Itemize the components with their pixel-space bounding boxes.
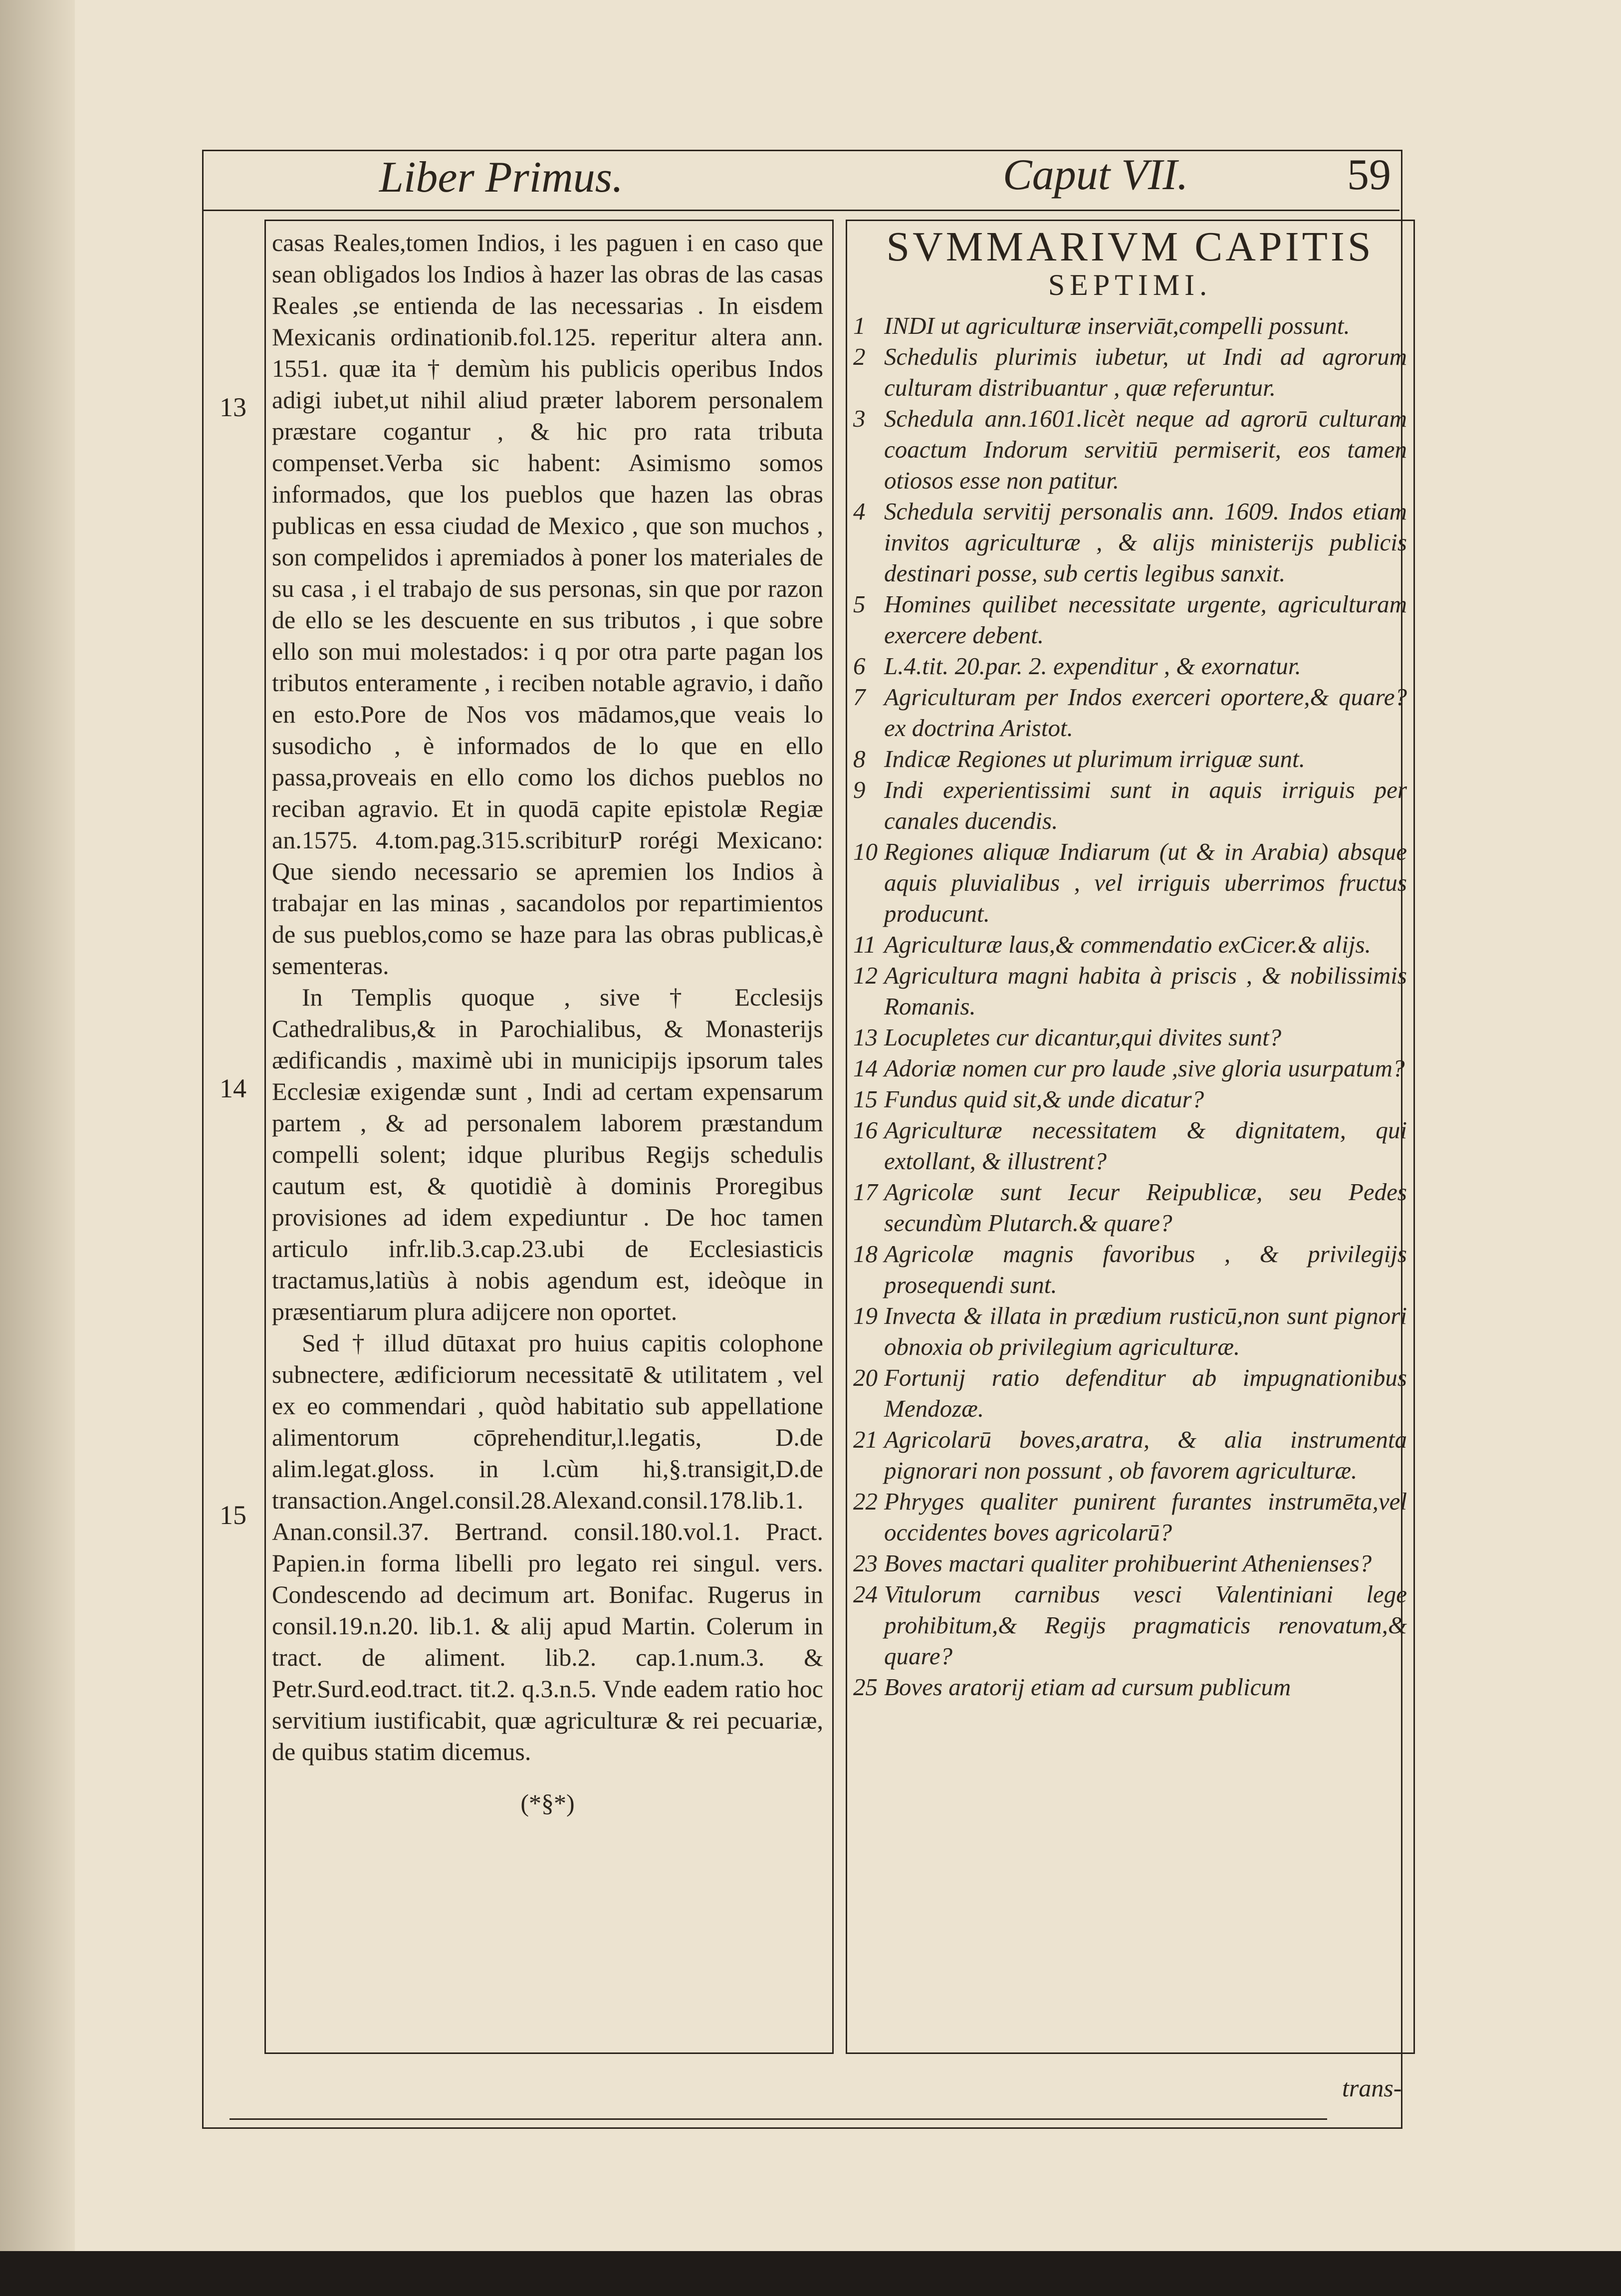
- summary-subtitle: SEPTIMI.: [1048, 268, 1212, 301]
- summary-item-number: 22: [853, 1488, 878, 1515]
- summary-item: [853, 960, 1407, 1022]
- page-number: 59: [1347, 151, 1391, 199]
- summary-item: [853, 341, 1407, 403]
- summary-item-number: 1: [853, 312, 866, 339]
- summary-item-text: Agricolarū boves,aratra, & alia instrumenta pignorari non possunt , ob favorem agriculturæ.: [884, 1426, 1407, 1484]
- summary-item-text: Boves mactari qualiter prohibuerint Athenienses?: [884, 1549, 1372, 1577]
- summary-item-number: 11: [853, 931, 876, 958]
- summary-item-number: 13: [853, 1023, 878, 1051]
- summary-item-text: L.4.tit. 20.par. 2. expenditur , & exornatur.: [884, 652, 1301, 680]
- paragraph: In Templis quoque , sive † Ecclesijs Cathedralibus,& in Parochialibus, & Monasterijs ædificandis , maximè ubi in municipijs ipsorum tales Ecclesiæ exigendæ sunt , Indi ad certam expensarum partem , & ad personalem laborem præstandum compelli solent; idque pluribus Regijs schedulis cautum est, & quotidiè à dominis Proregibus provisiones ad idem expediuntur . De hoc tamen articulo infr.lib.3.cap.23.ubi de Ecclesiasticis tractamus,latiùs à nobis agendum est, ideòque in præsentiarum plura adijcere non oportet.: [272, 983, 823, 1325]
- summary-item: [853, 496, 1407, 589]
- summary-item: [853, 774, 1407, 836]
- summary-item-number: 12: [853, 962, 878, 989]
- summary-item-text: Vitulorum carnibus vesci Valentiniani lege prohibitum,& Regijs pragmaticis renovatum,& quare?: [884, 1580, 1407, 1670]
- summary-item: [853, 1022, 1407, 1053]
- margin-number: 15: [220, 1500, 246, 1530]
- margin-number: 14: [220, 1073, 246, 1103]
- summary-item: [853, 1424, 1407, 1486]
- margin-number: 13: [220, 392, 246, 422]
- summary-item-text: Schedula ann.1601.licèt neque ad agrorū culturam coactum Indorum servitiū permiserit, eos tamen otiosos esse non patitur.: [884, 405, 1407, 494]
- paragraph: Sed † illud dūtaxat pro huius capitis colophone subnectere, ædificiorum necessitatē & utilitatem , vel ex eo commendari , quòd habitatio sub appellatione alimentorum cōprehenditur,l.legatis, D.de alim.legat.gloss. in l.cùm hi,§.transigit,D.de transaction.Angel.consil.28.Alexand.consil.178.lib.1. Anan.consil.37. Bertrand. consil.180.vol.1. Pract. Papien.in forma libelli pro legato rei singul. vers. Condescendo ad decimum art. Bonifac. Rugerus in consil.19.n.20. lib.1. & alij apud Martin. Colerum in tract. de aliment. lib.2. cap.1.num.3. & Petr.Surd.eod.tract. tit.2. q.3.n.5. Vnde eadem ratio hoc servitium iustificabit, quæ agriculturæ & rei pecuariæ, de quibus statim dicemus.: [272, 1329, 823, 1766]
- summary-item-text: Indi experientissimi sunt in aquis irriguis per canales ducendis.: [884, 776, 1407, 834]
- summary-item-text: Regiones aliquæ Indiarum (ut & in Arabia) absque aquis pluvialibus , vel irriguis uberrimos fructus producunt.: [884, 838, 1407, 927]
- summary-item-number: 4: [853, 498, 866, 525]
- summary-item-text: Schedulis plurimis iubetur, ut Indi ad agrorum culturam distribuantur , quæ referuntur.: [884, 343, 1407, 401]
- summary-item: [853, 929, 1407, 960]
- paragraph: casas Reales,tomen Indios, i les paguen i en caso que sean obligados los Indios à hazer las obras de las casas Reales ,se entienda de las necessarias . In eisdem Mexicanis ordinationib.fol.125. reperitur altera ann. 1551. quæ ita † demùm his publicis operibus Indos adigi iubet,ut nihil aliud præter laborem personalem præstare cogantur , & hic pro rata tributa compenset.Verba sic habent: Asimismo somos informados, que los pueblos que hazen las obras publicas en essa ciudad de Mexico , que son muchos , son compelidos i apremiados à poner los materiales de su casa , i el trabajo de sus personas, sin que por razon de ello se les descuente en sus tributos , i que sobre ello son mui molestados: i q por otra parte pagan los tributos enteramente , i reciben notable agravio, i daño en esto.Pore de Nos vos mādamos,que veais lo susodicho , è informados de lo que en ello passa,proveais en ello como los dichos pueblos no reciban agravio. Et in quodā capite epistolæ Regiæ an.1575. 4.tom.pag.315.scribiturP rorégi Mexicano: Que siendo necessario se apremien los Indios à trabajar en las minas , sacandolos por repartimientos de sus pueblos,como se haze para las obras publicas,è sementeras.: [272, 229, 823, 980]
- summary-title: SVMMARIVM CAPITIS: [886, 224, 1374, 270]
- summary-item-text: Fortunij ratio defenditur ab impugnationibus Mendozæ.: [884, 1364, 1407, 1422]
- summary-item: [853, 744, 1407, 774]
- summary-item-text: Agriculturæ necessitatem & dignitatem, qui extollant, & illustrent?: [884, 1116, 1407, 1175]
- summary-item-number: 16: [853, 1116, 878, 1144]
- summary-item: [853, 1486, 1407, 1548]
- summary-item-text: Schedula servitij personalis ann. 1609. Indos etiam invitos agriculturæ , & alijs ministerijs publicis destinari posse, sub certis legibus sanxit.: [884, 498, 1407, 587]
- summary-item-number: 21: [853, 1426, 878, 1453]
- summary-item-number: 5: [853, 590, 866, 618]
- summary-item-text: Homines quilibet necessitate urgente, agriculturam exercere debent.: [884, 590, 1407, 649]
- summary-item-text: Agricolæ sunt Iecur Reipublicæ, seu Pedes secundùm Plutarch.& quare?: [884, 1178, 1407, 1237]
- summary-item-number: 2: [853, 343, 866, 370]
- summary-item-text: Boves aratorij etiam ad cursum publicum: [884, 1673, 1291, 1701]
- summary-item-text: Adoriæ nomen cur pro laude ,sive gloria usurpatum?: [884, 1054, 1405, 1082]
- catchword: trans-: [1342, 2074, 1402, 2102]
- summary-item: [853, 836, 1407, 929]
- summary-item-number: 9: [853, 776, 866, 803]
- summary-item-text: INDI ut agriculturæ inserviāt,compelli possunt.: [884, 312, 1350, 339]
- summary-item: [853, 1053, 1407, 1084]
- summary-item-number: 18: [853, 1240, 878, 1268]
- summary-item-text: Agricultura magni habita à priscis , & nobilissimis Romanis.: [884, 962, 1407, 1020]
- scan-background: [0, 2251, 1621, 2296]
- summary-item-number: 14: [853, 1054, 878, 1082]
- summary-item-text: Phryges qualiter punirent furantes instrumēta,vel occidentes boves agricolarū?: [884, 1488, 1407, 1546]
- summary-item: [853, 1548, 1407, 1579]
- summary-item-number: 6: [853, 652, 866, 680]
- page-gutter: [0, 0, 75, 2296]
- summary-item-text: Fundus quid sit,& unde dicatur?: [884, 1085, 1204, 1113]
- end-mark: (*§*): [520, 1789, 575, 1817]
- summary-item-number: 8: [853, 745, 866, 772]
- summary-item-number: 23: [853, 1549, 878, 1577]
- summary-item-text: Indicæ Regiones ut plurimum irriguæ sunt.: [884, 745, 1305, 772]
- summary-item: [853, 589, 1407, 651]
- summary-item-number: 20: [853, 1364, 878, 1391]
- summary-column: [853, 220, 1407, 1703]
- summary-item-text: Locupletes cur dicantur,qui divites sunt?: [884, 1023, 1282, 1051]
- summary-item: [853, 1177, 1407, 1239]
- summary-item-text: Invecta & illata in prædium rusticū,non sunt pignori obnoxia ob privilegium agriculturæ.: [884, 1302, 1407, 1360]
- running-head-chapter: Caput VII.: [1003, 151, 1188, 199]
- left-column-text: [272, 227, 823, 1819]
- summary-item: [853, 1362, 1407, 1424]
- summary-item: [853, 1579, 1407, 1672]
- summary-item: [853, 310, 1407, 341]
- summary-item: [853, 403, 1407, 496]
- summary-item-number: 24: [853, 1580, 878, 1608]
- summary-item: [853, 1084, 1407, 1115]
- header-rule: [202, 210, 1399, 211]
- bottom-rule: [230, 2118, 1327, 2120]
- summary-item-number: 3: [853, 405, 866, 432]
- summary-item: [853, 1239, 1407, 1300]
- summary-item-text: Agriculturæ laus,& commendatio exCicer.& alijs.: [884, 931, 1371, 958]
- summary-list: [853, 310, 1407, 1703]
- summary-item-number: 17: [853, 1178, 878, 1206]
- summary-item: [853, 1300, 1407, 1362]
- summary-item-number: 19: [853, 1302, 878, 1329]
- summary-item: [853, 1115, 1407, 1177]
- summary-item: [853, 651, 1407, 682]
- summary-item-text: Agricolæ magnis favoribus , & privilegijs prosequendi sunt.: [884, 1240, 1407, 1298]
- running-head-book: Liber Primus.: [379, 153, 623, 202]
- summary-item-number: 25: [853, 1673, 878, 1701]
- summary-item-text: Agriculturam per Indos exerceri oportere,& quare? ex doctrina Aristot.: [884, 683, 1407, 742]
- summary-item: [853, 682, 1407, 744]
- summary-item: [853, 1672, 1407, 1703]
- summary-item-number: 7: [853, 683, 866, 711]
- summary-item-number: 10: [853, 838, 878, 865]
- summary-item-number: 15: [853, 1085, 878, 1113]
